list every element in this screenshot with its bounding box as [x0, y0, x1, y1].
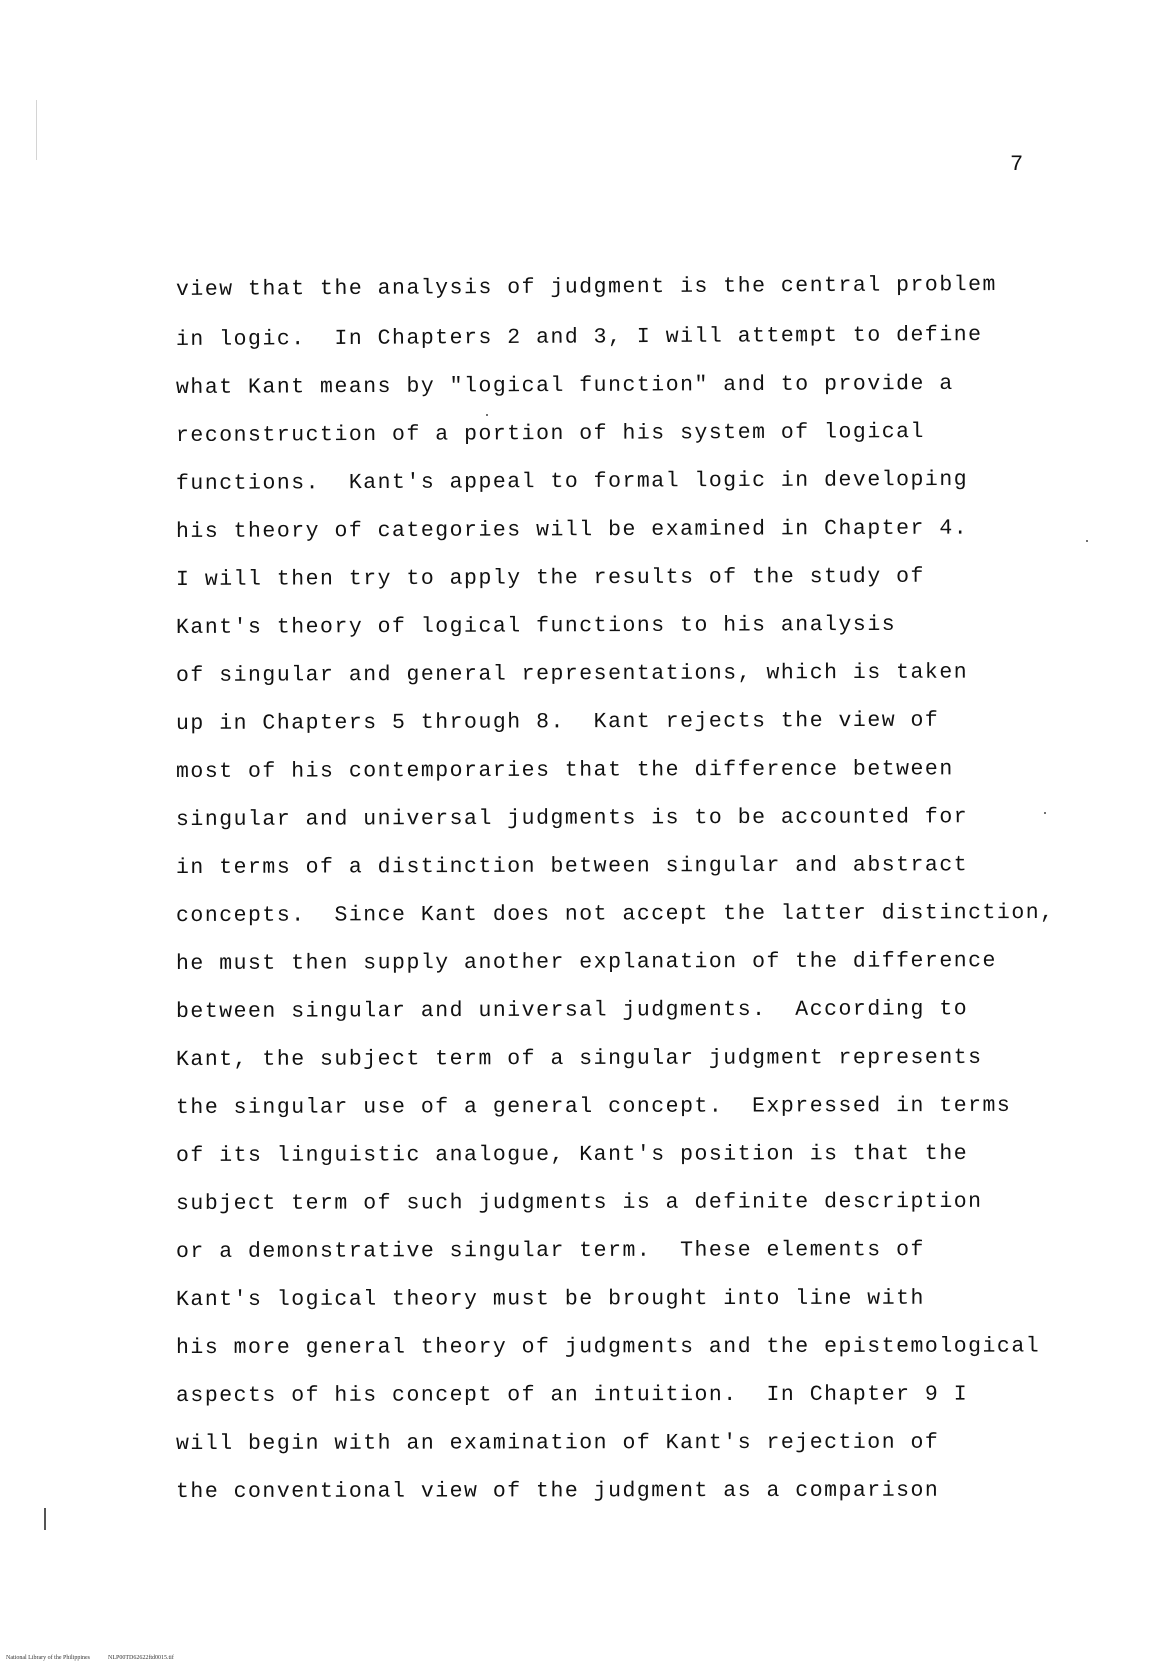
scan-footer [0, 1649, 174, 1667]
text-line: subject term of such judgments is a definite description [175, 1189, 983, 1216]
page-number: 7 [1010, 152, 1024, 177]
text-line: his more general theory of judgments and the epistemological [175, 1334, 1041, 1360]
text-line: Kant's logical theory must be brought into line with [175, 1286, 925, 1312]
text-line: concepts. Since Kant does not accept the latter distinction, [175, 900, 1055, 928]
text-line: functions. Kant's appeal to formal logic in developing [175, 467, 969, 496]
text-line: I will then try to apply the results of the study of [175, 564, 925, 592]
scan-speck [1086, 540, 1088, 542]
text-line: or a demonstrative singular term. These elements of [175, 1238, 925, 1264]
text-line: of its linguistic analogue, Kant's position is that the [175, 1141, 969, 1168]
text-line: reconstruction of a portion of his system of logical [175, 420, 925, 448]
text-line: his theory of categories will be examined in Chapter 4. [175, 516, 969, 544]
text-line: singular and universal judgments is to be accounted for [175, 805, 969, 832]
text-line: view that the analysis of judgment is the central problem [175, 272, 997, 302]
text-line: up in Chapters 5 through 8. Kant rejects the view of [175, 708, 940, 736]
text-line: most of his contemporaries that the difference between [175, 757, 954, 784]
text-line: between singular and universal judgments. According to [175, 997, 969, 1024]
text-line: Kant's theory of logical functions to his analysis [175, 612, 897, 640]
footer-file: NLP00TD62622ftd0015.tif [107, 1655, 174, 1661]
text-line: aspects of his concept of an intuition. In Chapter 9 I [175, 1382, 969, 1408]
text-line: will begin with an examination of Kant's rejection of [175, 1430, 940, 1456]
text-line: the conventional view of the judgment as a comparison [175, 1478, 940, 1504]
text-line: he must then supply another explanation of the difference [175, 949, 997, 976]
text-line: the singular use of a general concept. Expressed in terms [175, 1093, 1012, 1120]
text-line: in terms of a distinction between singular and abstract [175, 853, 969, 880]
scan-speck [486, 414, 488, 416]
body-text [176, 268, 1076, 1516]
text-line: of singular and general representations, which is taken [175, 660, 969, 688]
footer-library: National Library of the Philippines [6, 1655, 90, 1661]
scan-margin-mark [36, 100, 37, 160]
text-line: in logic. In Chapters 2 and 3, I will attempt to define [175, 323, 983, 352]
scan-speck [1044, 812, 1046, 814]
text-line: what Kant means by "logical function" and to provide a [175, 371, 954, 400]
scan-margin-mark [44, 1508, 46, 1530]
text-line: Kant, the subject term of a singular judgment represents [175, 1045, 983, 1072]
